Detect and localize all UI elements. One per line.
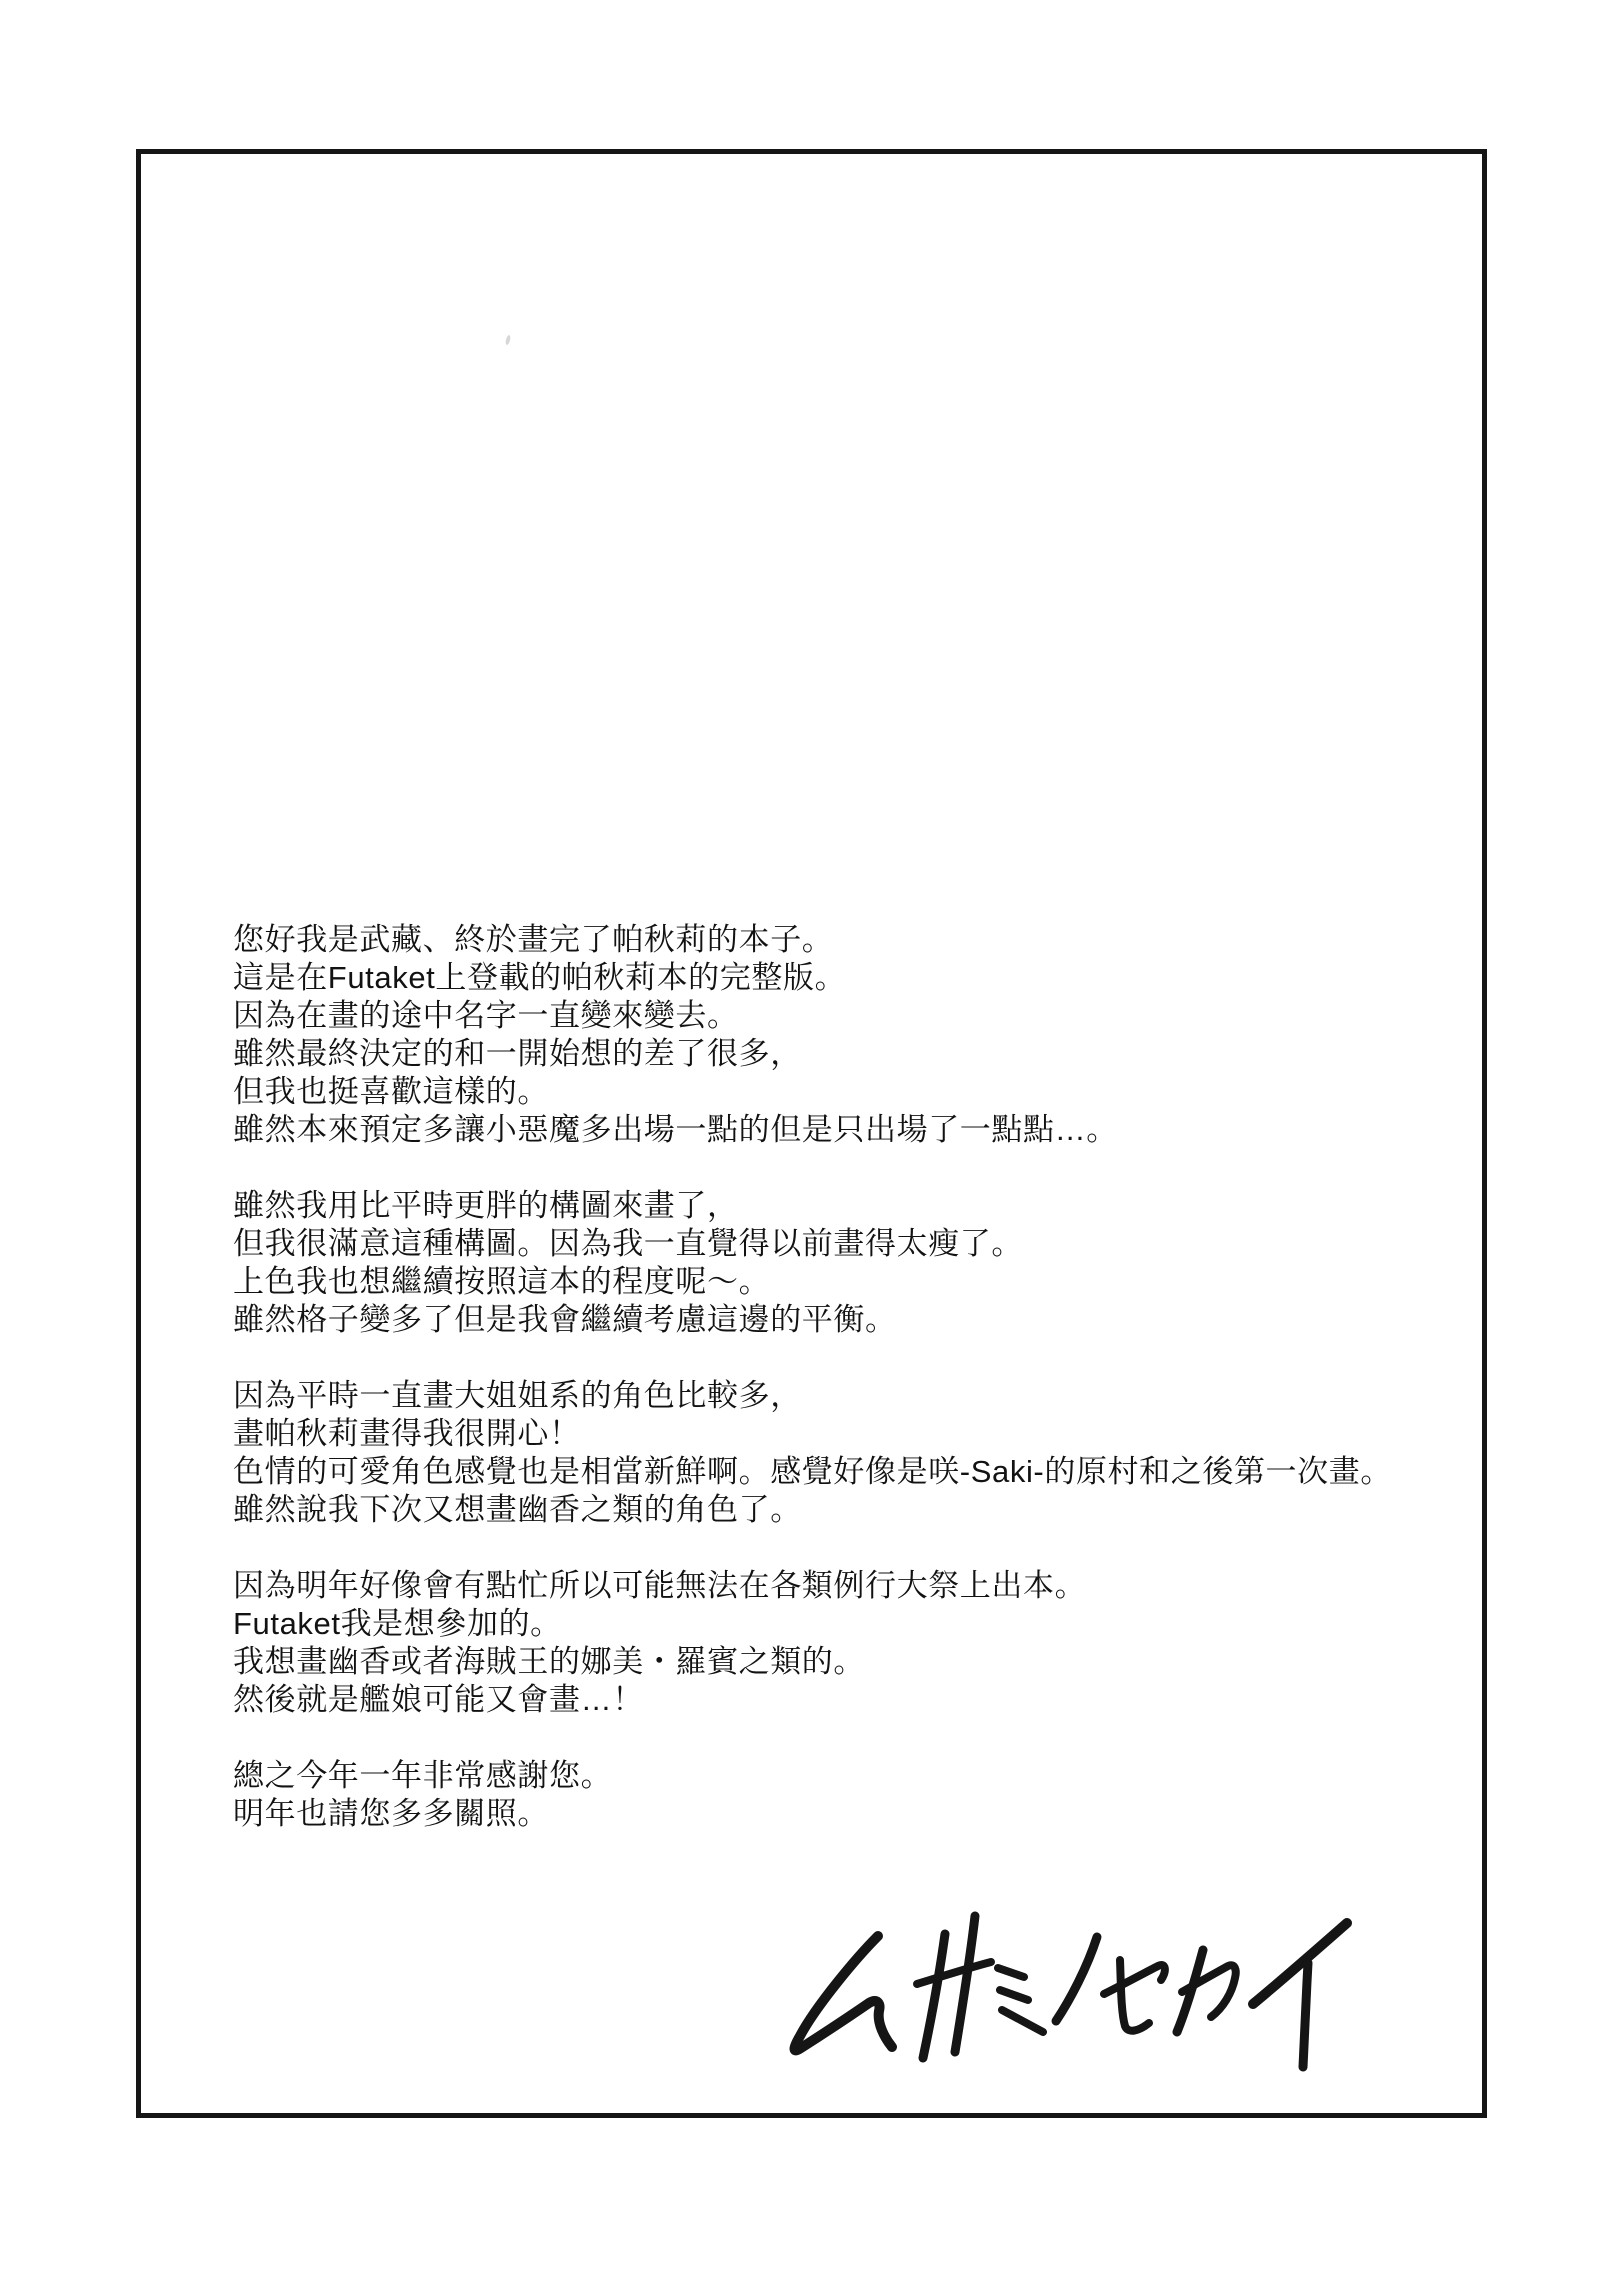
signature-stroke-se-2 xyxy=(1104,1965,1165,1994)
afterword-line: 畫帕秋莉畫得我很開心！ xyxy=(233,1416,581,1451)
afterword-line: 色情的可愛角色感覺也是相當新鮮啊。感覺好像是咲-Saki-的原村和之後第一次畫。 xyxy=(233,1454,1392,1489)
afterword-paragraph xyxy=(233,1567,1503,1719)
signature-stroke-shi-2 xyxy=(1000,1990,1028,2000)
signature-stroke-sa-1 xyxy=(923,1934,945,2058)
afterword-line: 然後就是艦娘可能又會畫…！ xyxy=(233,1682,644,1717)
afterword-line: 您好我是武藏、終於畫完了帕秋莉的本子。 xyxy=(233,922,834,957)
signature-stroke-shi-1 xyxy=(998,1968,1024,1977)
signature-stroke-sa-3 xyxy=(917,1962,991,1984)
afterword-text xyxy=(233,921,1503,1833)
afterword-paragraph xyxy=(233,1187,1503,1339)
signature-stroke-no xyxy=(1056,1937,1097,2021)
afterword-line: 我想畫幽香或者海賊王的娜美・羅賓之類的。 xyxy=(233,1644,865,1679)
afterword-line: 因為平時一直畫大姐姐系的角色比較多， xyxy=(233,1378,802,1413)
signature-stroke-i-1 xyxy=(1253,1923,1347,2004)
afterword-paragraph xyxy=(233,1377,1503,1529)
signature-stroke-mu xyxy=(795,1936,893,2050)
afterword-line: 雖然我用比平時更胖的構圖來畫了， xyxy=(233,1188,739,1223)
afterword-line: 這是在Futaket上登載的帕秋莉本的完整版。 xyxy=(233,960,847,995)
afterword-paragraph xyxy=(233,1757,1503,1833)
signature-stroke-shi-3 xyxy=(1002,2010,1043,2032)
afterword-line: 但我也挺喜歡這樣的。 xyxy=(233,1074,549,1109)
afterword-line: 雖然說我下次又想畫幽香之類的角色了。 xyxy=(233,1492,802,1527)
afterword-paragraph xyxy=(233,921,1503,1149)
afterword-line: 雖然本來預定多讓小惡魔多出場一點的但是只出場了一點點…。 xyxy=(233,1112,1118,1147)
afterword-line: 明年也請您多多關照。 xyxy=(233,1796,549,1831)
signature-stroke-sa-2 xyxy=(955,1916,975,2052)
afterword-line: 雖然最終決定的和一開始想的差了很多， xyxy=(233,1036,802,1071)
afterword-line: 總之今年一年非常感謝您。 xyxy=(233,1758,613,1793)
afterword-line: 因為在畫的途中名字一直變來變去。 xyxy=(233,998,739,1033)
afterword-line: 上色我也想繼續按照這本的程度呢～。 xyxy=(233,1264,771,1299)
signature-stroke-i-2 xyxy=(1303,1963,1308,2067)
afterword-line: Futaket我是想參加的。 xyxy=(233,1606,562,1641)
signature-drawing xyxy=(770,1890,1390,2100)
signature xyxy=(770,1890,1390,2100)
afterword-line: 雖然格子變多了但是我會繼續考慮這邊的平衡。 xyxy=(233,1302,897,1337)
afterword-line: 因為明年好像會有點忙所以可能無法在各類例行大祭上出本。 xyxy=(233,1568,1087,1603)
afterword-line: 但我很滿意這種構圖。因為我一直覺得以前畫得太瘦了。 xyxy=(233,1226,1023,1261)
